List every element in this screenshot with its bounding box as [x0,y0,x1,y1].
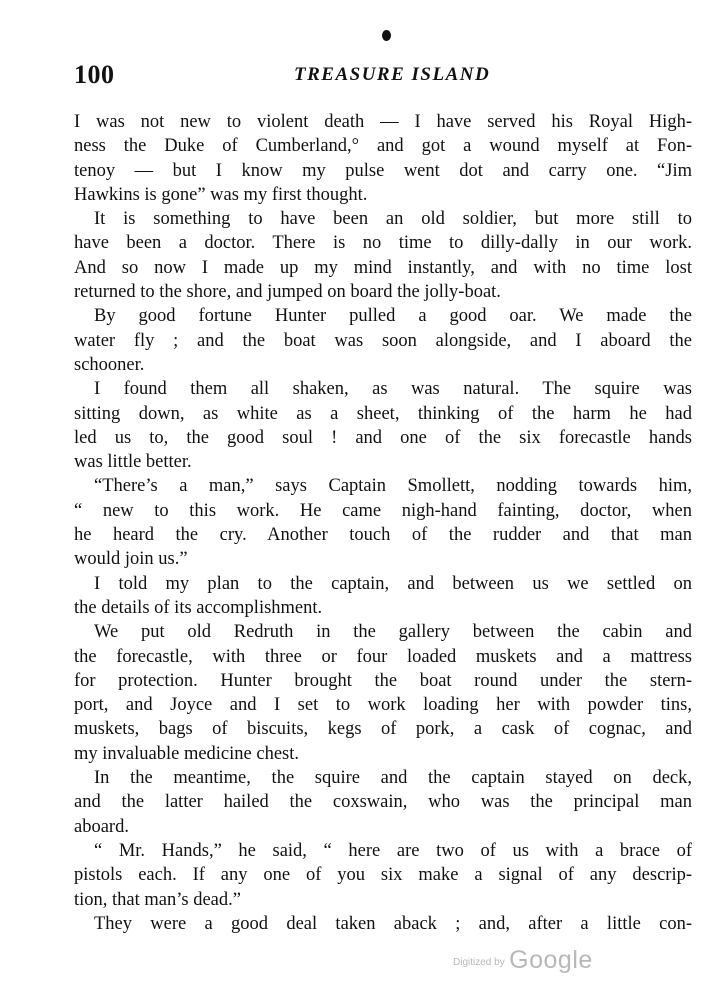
text-line: returned to the shore, and jumped on board the jolly-boat. [74,282,501,303]
text-line: By good fortune Hunter pulled a good oar. We made the [94,306,692,327]
text-line: “There’s a man,” says Captain Smollett, nodding towards him, [94,476,692,497]
text-line: was little better. [74,452,192,473]
text-line: aboard. [74,816,129,837]
text-line: the forecastle, with three or four loaded muskets and a mattress [74,646,692,667]
text-line: led us to, the good soul ! and one of the six forecastle hands [74,427,692,448]
watermark-prefix: Digitized by [453,957,505,968]
text-line: for protection. Hunter brought the boat round under the stern- [74,670,692,691]
body-text [74,110,692,936]
text-line: he heard the cry. Another touch of the rudder and that man [74,525,692,546]
text-line: the details of its accomplishment. [74,597,323,618]
page-header [74,60,694,96]
text-line: In the meantime, the squire and the captain stayed on deck, [94,768,692,789]
text-line: They were a good deal taken aback ; and, after a little con- [94,913,692,934]
text-line: sitting down, as white as a sheet, thinking of the harm he had [74,403,692,424]
text-line: And so now I made up my mind instantly, and with no time lost [74,257,692,278]
text-line: pistols each. If any one of you six make a signal of any descrip- [74,865,692,886]
text-line: “ new to this work. He came nigh-hand fainting, doctor, when [74,500,692,521]
text-line: “ Mr. Hands,” he said, “ here are two of us with a brace of [94,840,692,861]
text-line: ness the Duke of Cumberland,° and got a wound myself at Fon- [74,136,692,157]
text-line: I found them all shaken, as was natural. The squire was [94,379,692,400]
text-line: muskets, bags of biscuits, kegs of pork, a cask of cognac, and [74,719,692,740]
text-line: port, and Joyce and I set to work loading her with powder tins, [74,695,692,716]
text-line: Hawkins is gone” was my first thought. [74,184,368,205]
text-line: It is something to have been an old soldier, but more still to [94,209,692,230]
page-number: 100 [74,60,115,89]
text-line: We put old Redruth in the gallery between the cabin and [94,622,692,643]
text-line: I was not new to violent death — I have served his Royal High- [74,112,692,132]
running-title: TREASURE ISLAND [294,64,491,85]
text-line: would join us.” [74,549,188,570]
text-line: my invaluable medicine chest. [74,743,300,764]
text-line: tenoy — but I know my pulse went dot and carry one. “Jim [74,160,692,181]
digitization-watermark [453,946,593,975]
text-line: schooner. [74,354,145,375]
text-line: I told my plan to the captain, and between us we settled on [94,573,692,594]
ink-dot [382,30,391,41]
text-line: have been a doctor. There is no time to dilly-dally in our work. [74,233,692,254]
text-line: tion, that man’s dead.” [74,889,241,910]
watermark-brand: Google [509,946,593,974]
text-line: water fly ; and the boat was soon alongside, and I aboard the [74,330,692,351]
text-line: and the latter hailed the coxswain, who was the principal man [74,792,692,813]
